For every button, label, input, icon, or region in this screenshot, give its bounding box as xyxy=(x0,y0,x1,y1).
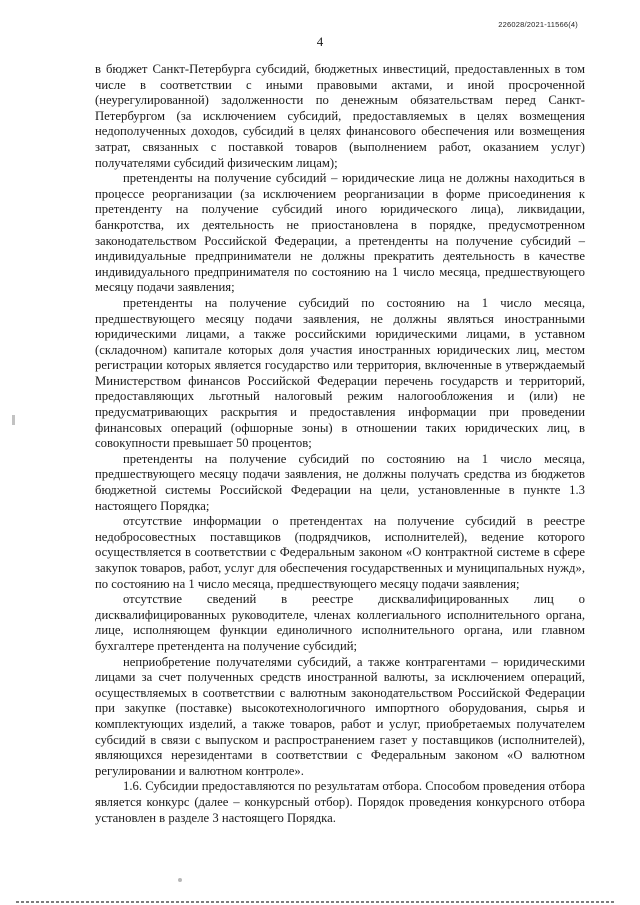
paragraph: претенденты на получение субсидий – юридические лица не должны находиться в процессе реорганизации (за исключением реорганизации в форме присоединения к претенденту на получение субсидий иного юридического лица), ликвидации, банкротства, их деятельность не приостановлена в порядке, предусмотренном законодательством Российской Федерации, а претенденты на получение субсидий – индивидуальные предприниматели не должны прекратить деятельность в качестве индивидуального предпринимателя по состоянию на 1 число месяца, предшествующего месяцу подачи заявления; xyxy=(95,171,585,295)
paragraph: претенденты на получение субсидий по состоянию на 1 число месяца, предшествующего месяцу подачи заявления, не должны получать средства из бюджетов бюджетной системы Российской Федерации на цели, установленные в пункте 1.3 настоящего Порядка; xyxy=(95,451,585,513)
page-number: 4 xyxy=(316,34,324,49)
scan-edge xyxy=(16,901,616,903)
paragraph: претенденты на получение субсидий по состоянию на 1 число месяца, предшествующего месяцу подачи заявления, не должны являться иностранными юридическими лицами, а также российскими юридическими лицами, в уставном (складочном) капитале которых доля участия иностранных юридических лиц, местом регистрации которых является государство или территория, включенные в утверждаемый Министерством финансов Российской Федерации перечень государств и территорий, предоставляющих льготный налоговый режим налогообложения и (или) не предусматривающих раскрытия и предоставления информации при проведении финансовых операций (офшорные зоны) в отношении таких юридических лиц, в совокупности превышает 50 процентов; xyxy=(95,295,585,451)
paragraph: отсутствие информации о претендентах на получение субсидий в реестре недобросовестных поставщиков (подрядчиков, исполнителей), ведение которого осуществляется в соответствии с Федеральным законом «О контрактной системе в сфере закупок товаров, работ, услуг для обеспечения государственных и муниципальных нужд», по состоянию на 1 число месяца, предшествующего месяцу подачи заявления; xyxy=(95,514,585,591)
paragraph: в бюджет Санкт-Петербурга субсидий, бюджетных инвестиций, предоставленных в том числе в соответствии с иными правовыми актами, и иной просроченной (неурегулированной) задолженности по денежным обязательствам перед Санкт-Петербургом (за исключением субсидий, предоставляемых в целях возмещения недополученных доходов, субсидий в целях финансового обеспечения или возмещения затрат, связанных с поставкой товаров (выполнением работ, оказанием услуг) получателями субсидий физическим лицам); xyxy=(95,62,585,170)
document-body xyxy=(95,62,585,826)
paragraph: неприобретение получателями субсидий, а также контрагентами – юридическими лицами за счет полученных средств иностранной валюты, за исключением операций, осуществляемых в соответствии с валютным законодательством Российской Федерации при закупке (поставке) высокотехнологичного импортного оборудования, сырья и комплектующих изделий, а также товаров, работ и услуг, приобретаемых получателем субсидий в связи с выпуском и распространением газет у поставщиков (исполнителей), являющихся нерезидентами в соответствии с Федеральным законом «О валютном регулировании и валютном контроле». xyxy=(95,654,585,778)
scan-mark xyxy=(12,415,15,425)
paragraph: 1.6. Субсидии предоставляются по результатам отбора. Способом проведения отбора является конкурс (далее – конкурсный отбор). Порядок проведения конкурсного отбора установлен в разделе 3 настоящего Порядка. xyxy=(95,779,585,825)
scan-mark xyxy=(178,878,182,882)
document-id: 226028/2021-11566(4) xyxy=(498,20,578,29)
paragraph: отсутствие сведений в реестре дисквалифицированных лиц о дисквалифицированных руководителе, членах коллегиального исполнительного органа, лице, исполняющем функции единоличного исполнительного органа, или главном бухгалтере претендента на получение субсидий; xyxy=(95,592,585,653)
